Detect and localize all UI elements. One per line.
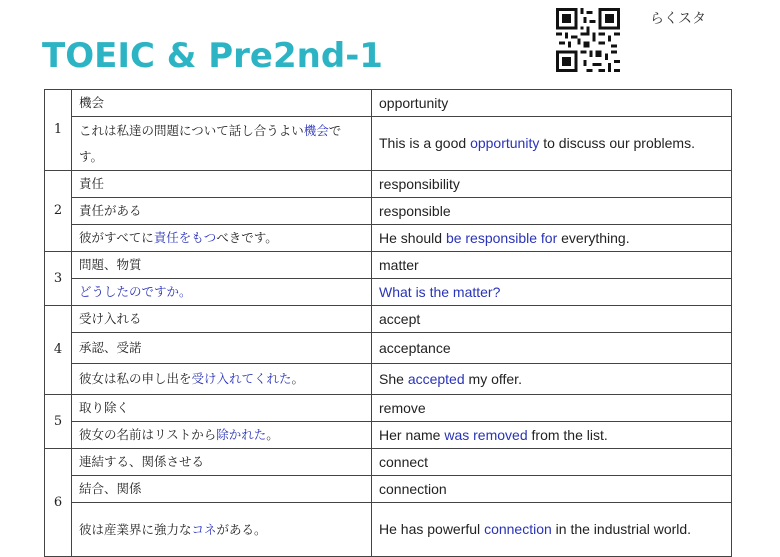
text-segment: がある。: [216, 521, 267, 537]
japanese-cell: [72, 171, 372, 198]
text-segment: opportunity: [379, 95, 449, 111]
highlight-text: 責任をもつ: [153, 230, 217, 245]
english-cell: [372, 225, 732, 252]
highlight-text: 除かれた: [216, 427, 267, 442]
text-segment: connection: [379, 481, 447, 497]
text-segment: Her name: [379, 427, 445, 443]
text-segment: 問題、物質: [79, 257, 142, 272]
text-segment: 責任: [79, 176, 105, 191]
table-row: [45, 333, 732, 364]
english-cell: [372, 422, 732, 449]
text-segment: connect: [379, 454, 429, 470]
entry-number: 6: [45, 449, 72, 557]
text-segment: He has powerful: [379, 521, 485, 537]
english-cell: [372, 449, 732, 476]
english-cell: [372, 333, 732, 364]
table-row: [45, 395, 732, 422]
table-row: [45, 171, 732, 198]
text-segment: 取り除く: [79, 400, 130, 415]
brand-label: らくスタ: [650, 11, 706, 27]
table-row: [45, 198, 732, 225]
japanese-cell: [72, 476, 372, 503]
table-row: [45, 225, 732, 252]
japanese-cell: [72, 225, 372, 252]
text-segment: 結合、関係: [79, 481, 142, 496]
english-cell: [372, 117, 732, 171]
table-row: [45, 117, 732, 171]
english-cell: [372, 171, 732, 198]
text-segment: 彼女の名前はリストから: [79, 427, 217, 442]
highlight-text: どうしたのですか。: [79, 284, 192, 299]
text-segment: everything.: [557, 230, 630, 246]
japanese-cell: [72, 333, 372, 364]
japanese-cell: [72, 279, 372, 306]
table-row: [45, 252, 732, 279]
table-row: [45, 279, 732, 306]
japanese-cell: [72, 422, 372, 449]
vocab-table: [44, 89, 732, 557]
japanese-cell: [72, 364, 372, 395]
text-segment: in the industrial world.: [551, 521, 692, 537]
text-segment: accept: [379, 311, 421, 327]
entry-number: 4: [45, 306, 72, 395]
highlight-text: accepted: [407, 371, 465, 387]
entry-number: 3: [45, 252, 72, 306]
text-segment: 彼は産業界に強力な: [79, 521, 192, 537]
text-segment: She: [379, 371, 408, 387]
entry-number: 1: [45, 90, 72, 171]
text-segment: 。: [266, 427, 279, 442]
english-cell: [372, 90, 732, 117]
japanese-cell: [72, 503, 372, 557]
highlight-text: be responsible for: [445, 230, 558, 246]
table-row: [45, 364, 732, 395]
japanese-cell: [72, 395, 372, 422]
text-segment: です。: [79, 122, 342, 164]
entry-number: 2: [45, 171, 72, 252]
table-row: [45, 90, 732, 117]
text-segment: responsibility: [379, 176, 460, 192]
page-title: TOEIC & Pre2nd-1: [42, 36, 383, 76]
table-row: [45, 422, 732, 449]
text-segment: This is a good: [379, 135, 471, 151]
text-segment: 連結する、関係させる: [79, 454, 205, 469]
text-segment: 彼女は私の申し出を: [79, 371, 192, 386]
qr-code-icon: [556, 8, 620, 72]
text-segment: これは私達の問題について話し合うよい: [79, 122, 304, 138]
table-row: [45, 306, 732, 333]
text-segment: 承認、受諾: [79, 340, 142, 355]
text-segment: matter: [379, 257, 419, 273]
table-row: [45, 476, 732, 503]
text-segment: to discuss our problems.: [539, 135, 695, 151]
japanese-cell: [72, 449, 372, 476]
highlight-text: connection: [484, 521, 552, 537]
text-segment: 責任がある: [79, 203, 142, 218]
english-cell: [372, 364, 732, 395]
english-cell: [372, 198, 732, 225]
text-segment: He should: [379, 230, 446, 246]
text-segment: 彼がすべてに: [79, 230, 154, 245]
japanese-cell: [72, 252, 372, 279]
english-cell: [372, 279, 732, 306]
text-segment: responsible: [379, 203, 451, 219]
highlight-text: was removed: [444, 427, 528, 443]
table-row: [45, 449, 732, 476]
entry-number: 5: [45, 395, 72, 449]
japanese-cell: [72, 90, 372, 117]
text-segment: 機会: [79, 95, 105, 110]
text-segment: べきです。: [216, 230, 278, 245]
english-cell: [372, 503, 732, 557]
table-row: [45, 503, 732, 557]
highlight-text: 機会: [303, 122, 329, 138]
text-segment: from the list.: [527, 427, 608, 443]
english-cell: [372, 252, 732, 279]
text-segment: acceptance: [379, 340, 451, 356]
text-segment: 。: [291, 371, 305, 386]
english-cell: [372, 476, 732, 503]
text-segment: remove: [379, 400, 426, 416]
highlight-text: コネ: [191, 521, 217, 537]
highlight-text: opportunity: [470, 135, 540, 151]
japanese-cell: [72, 117, 372, 171]
english-cell: [372, 395, 732, 422]
text-segment: 受け入れる: [79, 311, 142, 326]
japanese-cell: [72, 306, 372, 333]
text-segment: my offer.: [464, 371, 522, 387]
japanese-cell: [72, 198, 372, 225]
highlight-text: What is the matter?: [379, 284, 501, 300]
highlight-text: 受け入れてくれた: [191, 371, 292, 386]
english-cell: [372, 306, 732, 333]
